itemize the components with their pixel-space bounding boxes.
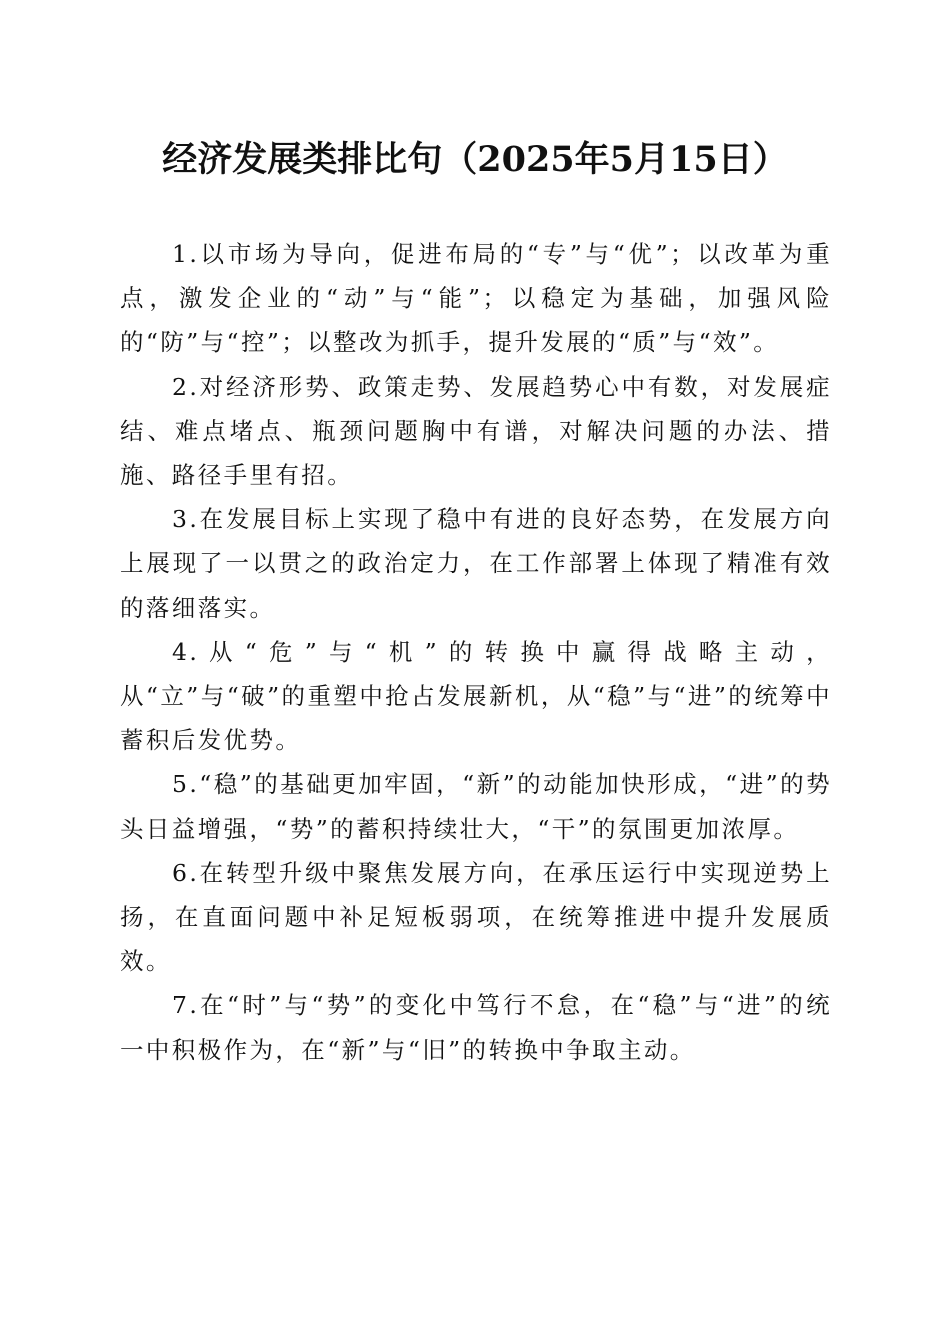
paragraph-2: 2.对经济形势、政策走势、发展趋势心中有数，对发展症结、难点堵点、瓶颈问题胸中有谱，对解决问题的办法、措施、路径手里有招。 [120, 372, 832, 490]
document-title: 经济发展类排比句（2025年5月15日） [162, 139, 788, 180]
paragraph-3: 3.在发展目标上实现了稳中有进的良好态势，在发展方向上展现了一以贯之的政治定力，在工作部署上体现了精准有效的落细落实。 [120, 505, 832, 622]
paragraph-1: 1.以市场为导向，促进布局的“专”与“优”；以改革为重点，激发企业的“动”与“能”；以稳定为基础，加强风险的“防”与“控”；以整改为抓手，提升发展的“质”与“效”。 [120, 240, 832, 357]
paragraph-4: 4.从“危”与“机”的转换中赢得战略主动，从“立”与“破”的重塑中抢占发展新机，从“稳”与“进”的统筹中蓄积后发优势。 [120, 637, 832, 755]
paragraph-7: 7.在“时”与“势”的变化中笃行不怠，在“稳”与“进”的统一中积极作为，在“新”与“旧”的转换中争取主动。 [120, 991, 832, 1064]
paragraph-5: 5.“稳”的基础更加牢固，“新”的动能加快形成，“进”的势头日益增强，“势”的蓄积持续壮大，“干”的氛围更加浓厚。 [120, 770, 832, 843]
paragraph-6: 6.在转型升级中聚焦发展方向，在承压运行中实现逆势上扬，在直面问题中补足短板弱项，在统筹推进中提升发展质效。 [120, 858, 832, 976]
document-body [120, 232, 832, 1072]
